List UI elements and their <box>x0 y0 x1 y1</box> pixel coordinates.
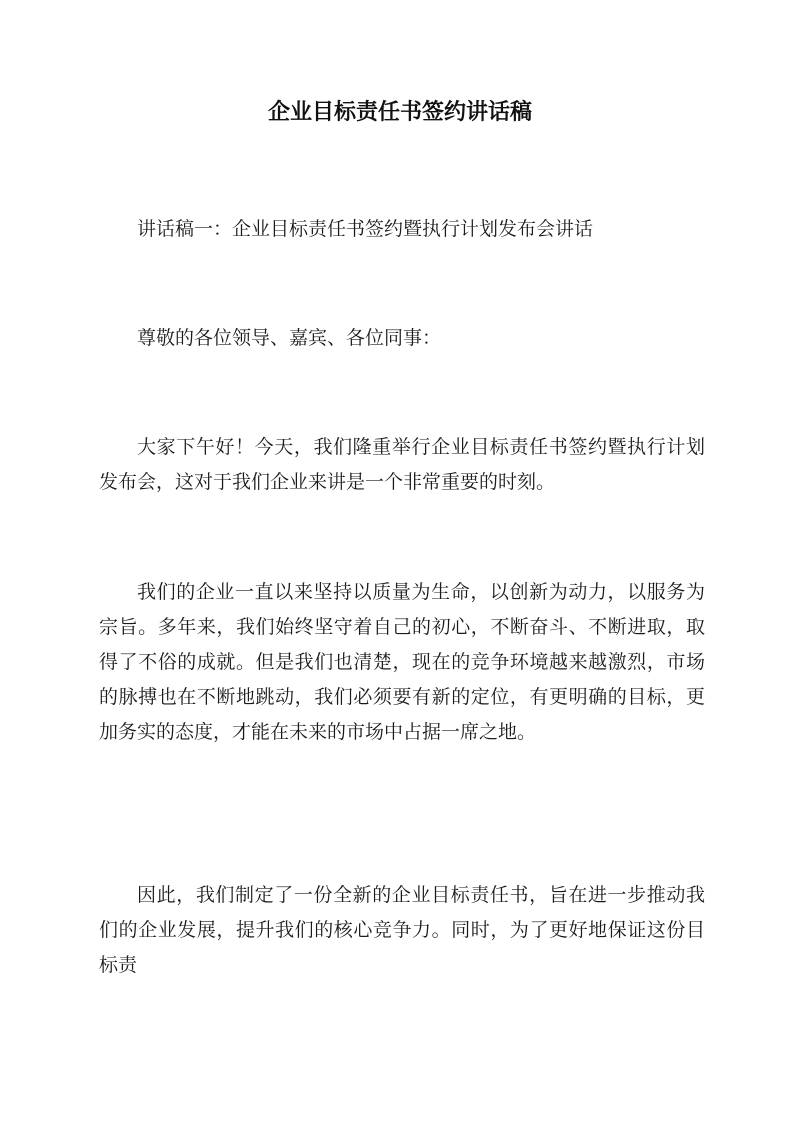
body-paragraph: 因此，我们制定了一份全新的企业目标责任书，旨在进一步推动我们的企业发展，提升我们的核心竞争力。同时，为了更好地保证这份目标责 <box>99 884 705 976</box>
body-paragraph: 大家下午好！今天，我们隆重举行企业目标责任书签约暨执行计划发布会，这对于我们企业来讲是一个非常重要的时刻。 <box>99 436 705 493</box>
document-title: 企业目标责任书签约讲话稿 <box>267 99 532 125</box>
salutation-paragraph: 尊敬的各位领导、嘉宾、各位同事： <box>137 327 442 349</box>
body-paragraph: 我们的企业一直以来坚持以质量为生命，以创新为动力，以服务为宗旨。多年来，我们始终坚守着自己的初心，不断奋斗、不断进取，取得了不俗的成就。但是我们也清楚，现在的竞争环境越来越激烈，市场的脉搏也在不断地跳动，我们必须要有新的定位，有更明确的目标，更加务实的态度，才能在未来的市场中占据一席之地。 <box>99 581 705 743</box>
subtitle-paragraph: 讲话稿一：企业目标责任书签约暨执行计划发布会讲话 <box>137 218 594 240</box>
